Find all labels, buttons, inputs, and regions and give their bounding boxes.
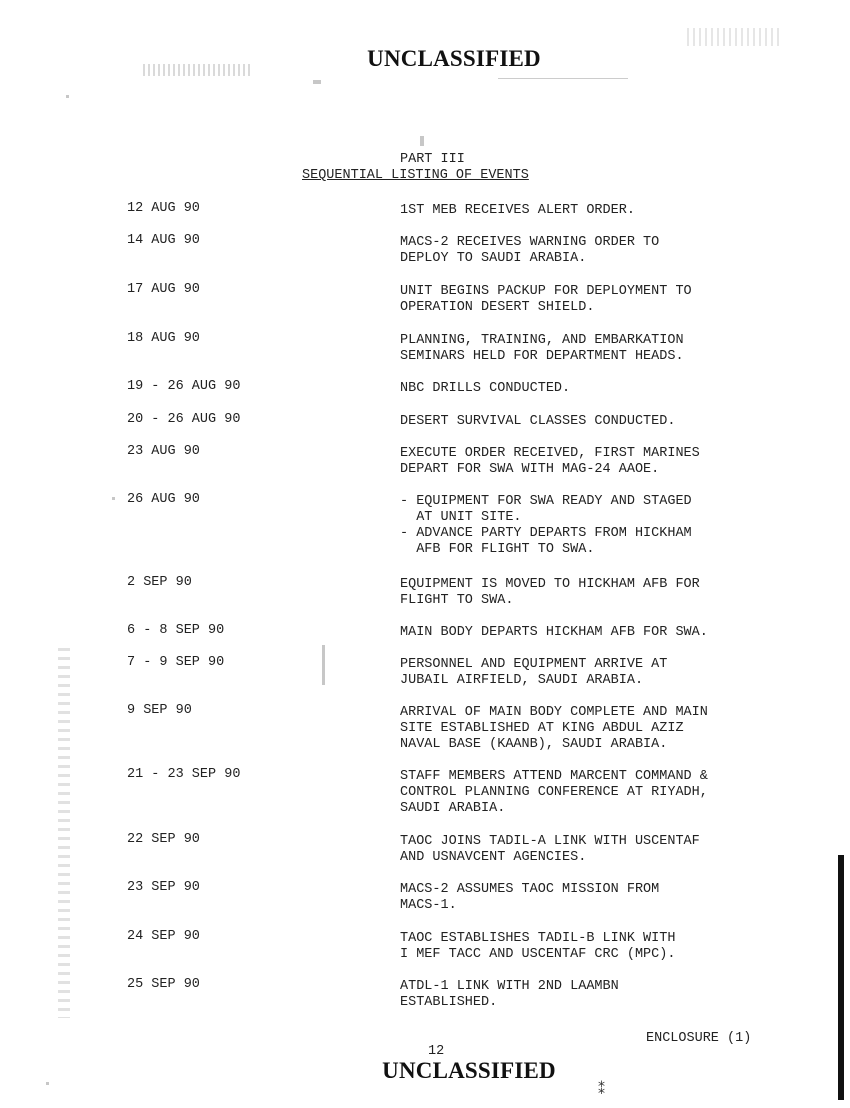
- event-date: 2 SEP 90: [127, 575, 192, 590]
- event-date: 18 AUG 90: [127, 331, 200, 346]
- event-date: 12 AUG 90: [127, 201, 200, 216]
- event-date: 17 AUG 90: [127, 282, 200, 297]
- event-date: 6 - 8 SEP 90: [127, 623, 225, 638]
- scan-artifact: [58, 648, 70, 1018]
- event-date: 7 - 9 SEP 90: [127, 655, 225, 670]
- section-title: SEQUENTIAL LISTING OF EVENTS: [302, 168, 529, 183]
- event-text: DESERT SURVIVAL CLASSES CONDUCTED.: [400, 414, 676, 429]
- event-date: 22 SEP 90: [127, 832, 200, 847]
- event-text: NBC DRILLS CONDUCTED.: [400, 381, 571, 396]
- event-text: MACS-2 RECEIVES WARNING ORDER TO DEPLOY TO SAUDI ARABIA.: [400, 235, 660, 266]
- part-title: PART III: [400, 152, 465, 167]
- event-date: 20 - 26 AUG 90: [127, 412, 241, 427]
- event-text: UNIT BEGINS PACKUP FOR DEPLOYMENT TO OPERATION DESERT SHIELD.: [400, 284, 692, 315]
- classification-header: UNCLASSIFIED: [367, 46, 541, 71]
- event-text: PLANNING, TRAINING, AND EMBARKATION SEMINARS HELD FOR DEPARTMENT HEADS.: [400, 333, 684, 364]
- scan-artifact: [687, 28, 783, 46]
- scan-artifact: [498, 78, 628, 79]
- event-date: 21 - 23 SEP 90: [127, 767, 241, 782]
- event-text: 1ST MEB RECEIVES ALERT ORDER.: [400, 203, 635, 218]
- event-text: ATDL-1 LINK WITH 2ND LAAMBN ESTABLISHED.: [400, 979, 619, 1010]
- scan-speck: [66, 95, 69, 98]
- event-date: 26 AUG 90: [127, 492, 200, 507]
- scan-speck: [112, 497, 115, 500]
- event-text: EXECUTE ORDER RECEIVED, FIRST MARINES DEPART FOR SWA WITH MAG-24 AAOE.: [400, 446, 700, 477]
- event-date: 19 - 26 AUG 90: [127, 379, 241, 394]
- scan-speck: [313, 80, 321, 84]
- event-date: 23 AUG 90: [127, 444, 200, 459]
- event-text: MACS-2 ASSUMES TAOC MISSION FROM MACS-1.: [400, 882, 660, 913]
- event-text: MAIN BODY DEPARTS HICKHAM AFB FOR SWA.: [400, 625, 708, 640]
- scan-speck: [420, 136, 424, 146]
- margin-bar: [838, 855, 844, 1100]
- event-text: EQUIPMENT IS MOVED TO HICKHAM AFB FOR FLIGHT TO SWA.: [400, 577, 700, 608]
- scan-mark-icon: ⁑: [598, 1082, 605, 1098]
- event-date: 14 AUG 90: [127, 233, 200, 248]
- page-number: 12: [428, 1044, 445, 1059]
- event-date: 25 SEP 90: [127, 977, 200, 992]
- event-text: - EQUIPMENT FOR SWA READY AND STAGED AT UNIT SITE. - ADVANCE PARTY DEPARTS FROM HICKHAM AFB FOR FLIGHT TO SWA.: [400, 494, 692, 557]
- event-text: TAOC ESTABLISHES TADIL-B LINK WITH I MEF TACC AND USCENTAF CRC (MPC).: [400, 931, 676, 962]
- event-text: PERSONNEL AND EQUIPMENT ARRIVE AT JUBAIL AIRFIELD, SAUDI ARABIA.: [400, 657, 668, 688]
- event-text: TAOC JOINS TADIL-A LINK WITH USCENTAF AND USNAVCENT AGENCIES.: [400, 834, 700, 865]
- scan-speck: [322, 645, 325, 685]
- event-date: 23 SEP 90: [127, 880, 200, 895]
- event-text: ARRIVAL OF MAIN BODY COMPLETE AND MAIN SITE ESTABLISHED AT KING ABDUL AZIZ NAVAL BASE (KAANB), SAUDI ARABIA.: [400, 705, 708, 752]
- event-date: 9 SEP 90: [127, 703, 192, 718]
- classification-footer: UNCLASSIFIED: [382, 1058, 556, 1083]
- enclosure-label: ENCLOSURE (1): [646, 1031, 752, 1046]
- event-text: STAFF MEMBERS ATTEND MARCENT COMMAND & CONTROL PLANNING CONFERENCE AT RIYADH, SAUDI ARABIA.: [400, 769, 708, 816]
- event-date: 24 SEP 90: [127, 929, 200, 944]
